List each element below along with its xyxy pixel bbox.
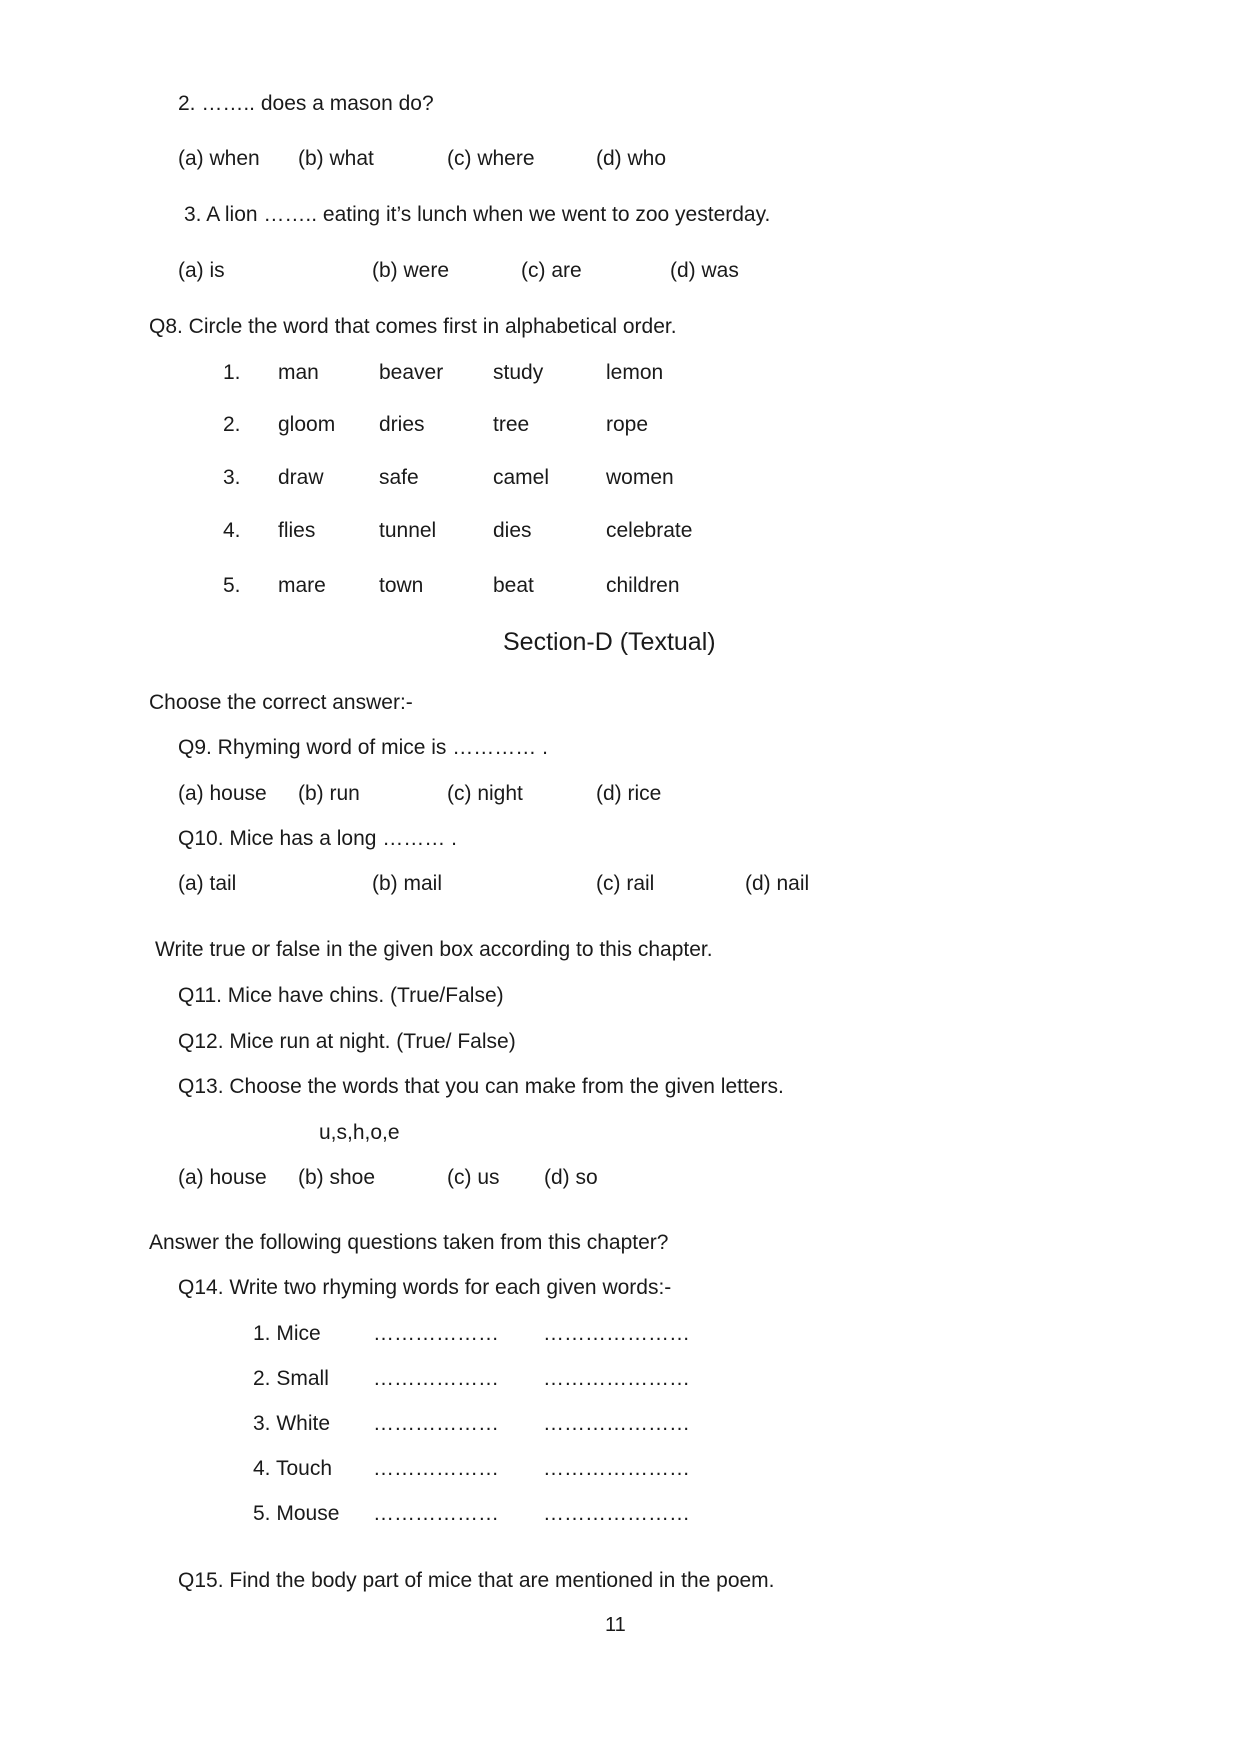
q9-option-a: (a) house (178, 782, 267, 805)
q2-question: 2. …….. does a mason do? (178, 92, 434, 115)
q8-word[interactable]: tunnel (379, 519, 437, 542)
q8-word[interactable]: children (606, 574, 680, 597)
q2-option-d: (d) who (596, 147, 667, 170)
q2-option-b: (b) what (298, 147, 374, 170)
q8-word[interactable]: safe (379, 466, 419, 489)
q10-question: Q10. Mice has a long ……… . (178, 827, 457, 850)
q13-question: Q13. Choose the words that you can make from the given letters. (178, 1075, 784, 1098)
q9-option-c: (c) night (447, 782, 523, 805)
answer-blank[interactable]: ………………… (543, 1322, 690, 1345)
q8-word[interactable]: flies (278, 519, 316, 542)
q13-letters: u,s,h,o,e (319, 1121, 400, 1144)
q8-row-number: 5. (223, 574, 241, 597)
answer-blank[interactable]: ………………… (543, 1367, 690, 1390)
q14-question: Q14. Write two rhyming words for each given words:- (178, 1276, 672, 1299)
q3-question: 3. A lion …….. eating it’s lunch when we went to zoo yesterday. (184, 203, 771, 226)
q8-word[interactable]: draw (278, 466, 324, 489)
q8-row-number: 3. (223, 466, 241, 489)
q8-row-number: 1. (223, 361, 241, 384)
q8-word[interactable]: rope (606, 413, 649, 436)
q8-word[interactable]: women (606, 466, 674, 489)
true-false-heading: Write true or false in the given box according to this chapter. (155, 938, 713, 961)
q8-word[interactable]: beat (493, 574, 534, 597)
q11-question: Q11. Mice have chins. (True/False) (178, 984, 504, 1007)
q8-word[interactable]: town (379, 574, 424, 597)
q3-option-c: (c) are (521, 259, 582, 282)
q3-option-a: (a) is (178, 259, 225, 282)
q13-option-d: (d) so (544, 1166, 598, 1189)
answer-blank[interactable]: ……………… (373, 1502, 499, 1525)
q8-word[interactable]: man (278, 361, 319, 384)
q8-question: Q8. Circle the word that comes first in alphabetical order. (149, 315, 677, 338)
q13-option-c: (c) us (447, 1166, 500, 1189)
answer-blank[interactable]: ………………… (543, 1457, 690, 1480)
q9-question: Q9. Rhyming word of mice is ………… . (178, 736, 548, 759)
q8-word[interactable]: dies (493, 519, 532, 542)
answer-blank[interactable]: ……………… (373, 1322, 499, 1345)
answer-blank[interactable]: ………………… (543, 1412, 690, 1435)
section-d-heading: Section-D (Textual) (503, 628, 716, 656)
q8-word[interactable]: gloom (278, 413, 336, 436)
answer-blank[interactable]: ………………… (543, 1502, 690, 1525)
q14-item: 1. Mice (253, 1322, 321, 1345)
q12-question: Q12. Mice run at night. (True/ False) (178, 1030, 516, 1053)
q13-option-b: (b) shoe (298, 1166, 376, 1189)
q8-word[interactable]: tree (493, 413, 530, 436)
q9-option-d: (d) rice (596, 782, 662, 805)
q14-item: 4. Touch (253, 1457, 333, 1480)
page-number: 11 (605, 1614, 626, 1636)
q8-word[interactable]: lemon (606, 361, 664, 384)
answer-blank[interactable]: ……………… (373, 1457, 499, 1480)
q2-option-c: (c) where (447, 147, 535, 170)
q8-word[interactable]: mare (278, 574, 326, 597)
q13-option-a: (a) house (178, 1166, 267, 1189)
q10-option-c: (c) rail (596, 872, 655, 895)
q10-option-b: (b) mail (372, 872, 443, 895)
q3-option-b: (b) were (372, 259, 450, 282)
q15-question: Q15. Find the body part of mice that are mentioned in the poem. (178, 1569, 775, 1592)
q8-word[interactable]: camel (493, 466, 550, 489)
q8-word[interactable]: dries (379, 413, 425, 436)
answer-questions-heading: Answer the following questions taken from this chapter? (149, 1231, 669, 1254)
q8-word[interactable]: celebrate (606, 519, 693, 542)
q14-item: 3. White (253, 1412, 331, 1435)
q10-option-d: (d) nail (745, 872, 810, 895)
q10-option-a: (a) tail (178, 872, 237, 895)
q8-row-number: 2. (223, 413, 241, 436)
q2-option-a: (a) when (178, 147, 260, 170)
answer-blank[interactable]: ……………… (373, 1367, 499, 1390)
q8-row-number: 4. (223, 519, 241, 542)
choose-answer-heading: Choose the correct answer:- (149, 691, 413, 714)
q14-item: 2. Small (253, 1367, 329, 1390)
q14-item: 5. Mouse (253, 1502, 340, 1525)
q3-option-d: (d) was (670, 259, 739, 282)
q8-word[interactable]: study (493, 361, 544, 384)
q8-word[interactable]: beaver (379, 361, 444, 384)
answer-blank[interactable]: ……………… (373, 1412, 499, 1435)
q9-option-b: (b) run (298, 782, 360, 805)
